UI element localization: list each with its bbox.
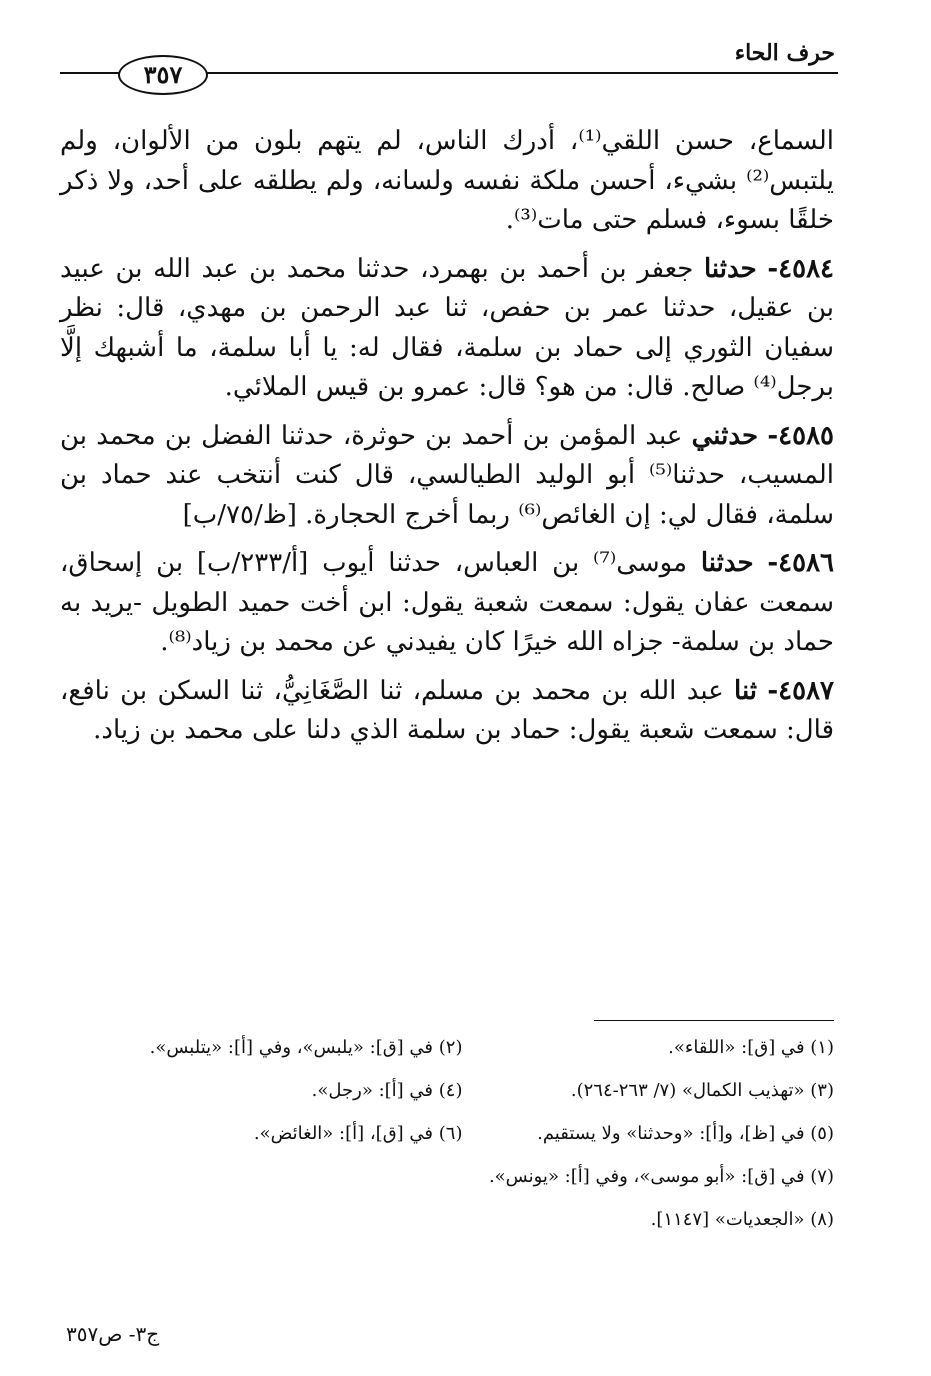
hadith-text: جعفر بن أحمد بن بهمرد، حدثنا محمد بن عبد الله بن عبيد بن عقيل، حدثنا عمر بن حفص، ثنا عبد الرحمن بن مهدي، قال: نظر سفيان الثوري إلى حماد بن سلمة، فقال له: يا أبا سلمة، ما أشبهك إلَّا برجل⁽⁴⁾ صالح. قال: من هو؟ قال: عمرو بن قيس الملائي.	[60, 253, 834, 403]
footnotes	[60, 1038, 834, 1253]
footnote-separator	[594, 1020, 834, 1021]
hadith-text: عبد الله بن محمد بن مسلم، ثنا الصَّغَانِيُّ، ثنا السكن بن نافع، قال: سمعت شعبة يقول: حماد بن سلمة الذي دلنا على محمد بن زياد.	[60, 675, 834, 746]
hadith-number: ٤٥٨٧-	[767, 675, 835, 706]
hadith-number: ٤٥٨٤-	[767, 253, 835, 284]
footnote-7: (٧) في [ق]: «أبو موسى»، وفي [أ]: «يونس».	[488, 1166, 834, 1187]
hadith-lead: حدثنا	[700, 548, 754, 579]
footnote-row	[60, 1081, 834, 1124]
hadith-4585	[60, 417, 834, 536]
footnote-2: (٢) في [ق]: «يلبس»، وفي [أ]: «يتلبس».	[149, 1037, 463, 1058]
running-header-title: حرف الحاء	[734, 40, 835, 66]
hadith-4584	[60, 250, 834, 408]
main-text	[60, 122, 834, 760]
hadith-number: ٤٥٨٥-	[767, 420, 834, 451]
page-number-badge: ٣٥٧	[118, 55, 208, 95]
footnote-row	[60, 1124, 834, 1167]
hadith-4586	[60, 544, 834, 663]
hadith-lead: ثنا	[734, 675, 758, 706]
page-reference: ج٣- ص٣٥٧	[66, 1322, 160, 1346]
footnote-4: (٤) في [أ]: «رجل».	[311, 1080, 463, 1101]
hadith-lead: حدثني	[691, 420, 759, 451]
hadith-text: عبد المؤمن بن أحمد بن حوثرة، حدثنا الفضل بن محمد بن المسيب، حدثنا⁽⁵⁾ أبو الوليد الطيالسي، قال كنت أنتخب عند حماد بن سلمة، فقال لي: إن الغائص⁽⁶⁾ ربما أخرج الحجارة. [ظ/٧٥/ب]	[60, 420, 834, 530]
hadith-text: موسى⁽⁷⁾ بن العباس، حدثنا أيوب [أ/٢٣٣/ب] بن إسحاق، سمعت عفان يقول: سمعت شعبة يقول: ابن أخت حميد الطويل -يريد به حماد بن سلمة- جزاه الله خيرًا كان يفيدني عن محمد بن زياد⁽⁸⁾.	[60, 548, 834, 658]
footnote-5: (٥) في [ظ]، و[أ]: «وحدثنا» ولا يستقيم.	[537, 1123, 834, 1144]
footnote-8: (٨) «الجعديات» [١١٤٧].	[650, 1209, 834, 1230]
paragraph-continuation: السماع، حسن اللقي⁽¹⁾، أدرك الناس، لم يتهم بلون من الألوان، ولم يلتبس⁽²⁾ بشيء، أحسن ملكة نفسه ولسانه، ولم يطلقه على أحد، ولا ذكر خلقًا بسوء، فسلم حتى مات⁽³⁾.	[60, 126, 835, 236]
hadith-lead: حدثنا	[703, 253, 757, 284]
hadith-4587	[60, 672, 834, 751]
footnote-3: (٣) «تهذيب الكمال» (٧/ ٢٦٣-٢٦٤).	[570, 1080, 834, 1101]
footnote-6: (٦) في [ق]، [أ]: «الغائض».	[253, 1123, 463, 1144]
hadith-number: ٤٥٨٦-	[767, 548, 835, 579]
footnote-row	[60, 1210, 834, 1253]
footnote-row	[60, 1038, 834, 1081]
footnote-row	[60, 1167, 834, 1210]
footnote-1: (١) في [ق]: «اللقاء».	[668, 1037, 834, 1058]
